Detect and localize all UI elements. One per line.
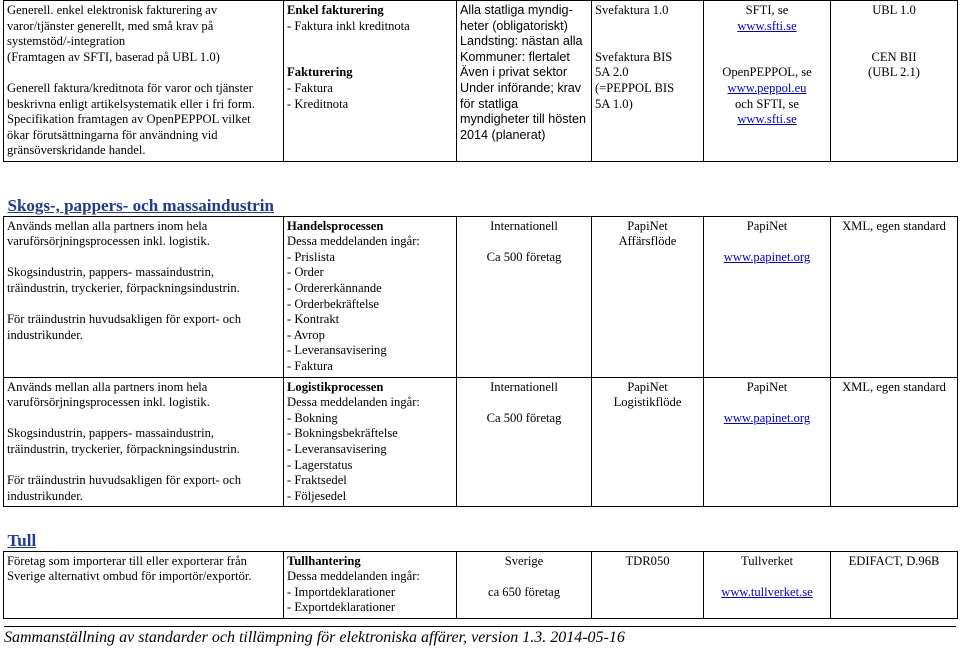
process-title: Logistikprocessen [287,379,384,394]
standard-cell: PapiNet Affärsflöde [592,216,704,377]
table-row [4,216,958,377]
table-row [4,551,958,618]
forest-industry-table [3,193,958,507]
description-cell: Används mellan alla partners inom hela varuförsörjningsprocessen inkl. logistik. Skogsindustrin, pappers- massaindustrin, träindustrin, tryckerier, förpackningsindustrin. För träindustrin huvudsakligen för export- och industrikunder. [4,377,284,507]
invoicing-organisation-cell: SFTI, se www.sfti.se OpenPEPPOL, se www.peppol.eu och SFTI, se www.sfti.se [704,1,831,162]
section-heading: Tull [7,531,37,550]
process-cell: Logistikprocessen Dessa meddelanden ingår: - Bokning - Bokningsbekräftelse - Leveransavisering - Lagerstatus - Fraktsedel - Följesedel [284,377,457,507]
process-title: Handelsprocessen [287,218,384,233]
invoicing-format-cell: UBL 1.0 CEN BII (UBL 2.1) [831,1,958,162]
tullverket-link[interactable]: www.tullverket.se [721,584,813,599]
table-row [4,377,958,507]
process-cell: Handelsprocessen Dessa meddelanden ingår: - Prislista - Order - Ordererkännande - Orderbekräftelse - Kontrakt - Avrop - Leveransavisering - Faktura [284,216,457,377]
scope-cell: Internationell Ca 500 företag [457,216,592,377]
standard-cell: PapiNet Logistikflöde [592,377,704,507]
description-cell: Företag som importerar till eller exporterar från Sverige alternativt ombud för importör/exportör. [4,551,284,618]
section-heading-row [4,528,958,551]
scope-cell: Sverige ca 650 företag [457,551,592,618]
invoicing-table [3,0,958,162]
format-cell: EDIFACT, D.96B [831,551,958,618]
papinet-link[interactable]: www.papinet.org [723,410,811,425]
organisation-cell: PapiNet www.papinet.org [704,377,831,507]
invoicing-usage-cell: Alla statliga myndig- heter (obligatoriskt) Landsting: nästan alla Kommuner: flertalet Även i privat sektor Under införande; krav för statliga myndigheter till hösten 2014 (planerat) [457,1,592,162]
papinet-link[interactable]: www.papinet.org [723,249,811,264]
invoicing-process-cell: Enkel fakturering - Faktura inkl kreditnota Fakturering - Faktura - Kreditnota [284,1,457,162]
section-heading-row [4,193,958,216]
peppol-link[interactable]: www.peppol.eu [727,80,807,95]
organisation-cell: PapiNet www.papinet.org [704,216,831,377]
process-title: Enkel fakturering [287,3,384,17]
customs-table [3,528,958,619]
invoicing-standard-cell: Svefaktura 1.0 Svefaktura BIS 5A 2.0 (=PEPPOL BIS 5A 1.0) [592,1,704,162]
sfti-link[interactable]: www.sfti.se [737,112,797,127]
organisation-cell: Tullverket www.tullverket.se [704,551,831,618]
process-title: Fakturering [287,65,353,80]
format-cell: XML, egen standard [831,377,958,507]
process-title: Tullhantering [287,553,361,568]
description-cell: Används mellan alla partners inom hela varuförsörjningsprocessen inkl. logistik. Skogsindustrin, pappers- massaindustrin, träindustrin, tryckerier, förpackningsindustrin. För träindustrin huvudsakligen för export- och industrikunder. [4,216,284,377]
scope-cell: Internationell Ca 500 företag [457,377,592,507]
section-heading: Skogs-, pappers- och massaindustrin [7,196,274,215]
sfti-link[interactable]: www.sfti.se [737,18,797,33]
standard-cell: TDR050 [592,551,704,618]
invoicing-description-cell: Generell. enkel elektronisk fakturering av varor/tjänster generellt, med små krav på systemstöd/-integration (Framtagen av SFTI, baserad på UBL 1.0) Generell faktura/kreditnota för varor och tjänster beskrivna enligt artikelsystematik eller i fri form. Specifikation framtagen av OpenPEPPOL vilket ökar förutsättningarna för användning vid gränsöverskridande handel. [4,1,284,162]
table-row [4,1,958,162]
page-footer: Sammanställning av standarder och tillämpning för elektroniska affärer, version 1.3. 2014-05-16 [4,626,956,647]
process-cell: Tullhantering Dessa meddelanden ingår: - Importdeklarationer - Exportdeklarationer [284,551,457,618]
format-cell: XML, egen standard [831,216,958,377]
